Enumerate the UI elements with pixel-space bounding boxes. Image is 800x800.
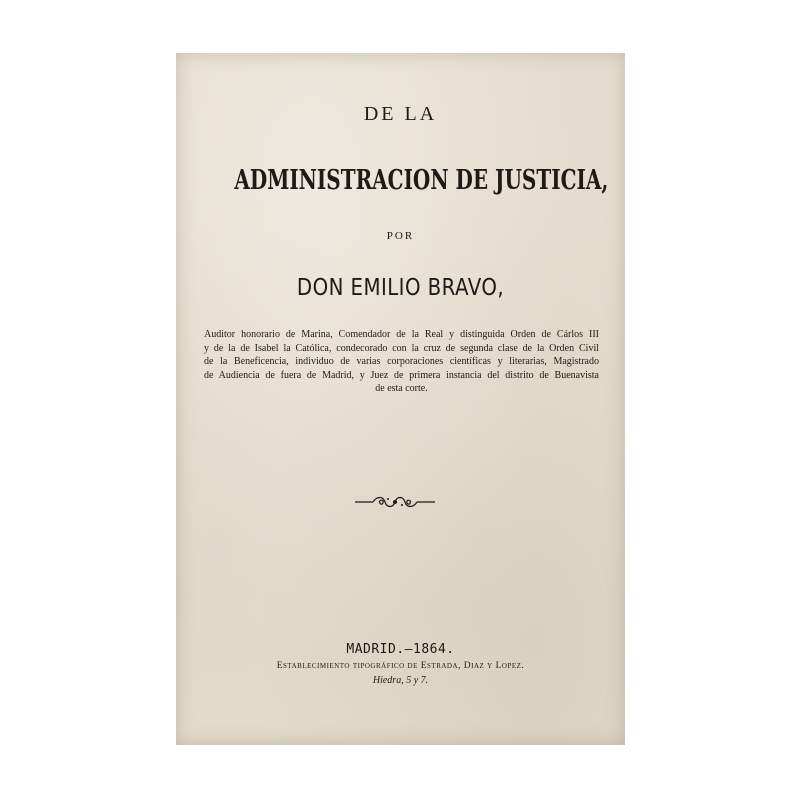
printer-name: Establecimiento tipográfico de Estrada, Diaz y Lopez. <box>276 661 525 671</box>
description-line: Auditor honorario de Marina, Comendador de la Real y distinguida Orden de Cárlos III <box>204 329 599 340</box>
imprint-place-date: MADRID.—1864. <box>346 642 455 657</box>
by-line: POR <box>386 230 415 242</box>
main-title: ADMINISTRACION DE JUSTICIA, <box>234 165 609 196</box>
printer-address: Hiedra, 5 y 7. <box>372 675 429 686</box>
scroll-ornament-icon <box>355 494 435 510</box>
author-description <box>204 328 599 396</box>
description-line: de Audiencia de fuera de Madrid, y Juez de primera instancia del distrito de Buenavista <box>204 369 599 381</box>
pre-title: DE LA <box>363 103 438 125</box>
description-line: y de la de Isabel la Católica, condecorado con la cruz de segunda clase de la Orden Civil <box>204 342 599 354</box>
author-name: DON EMILIO BRAVO, <box>296 275 505 301</box>
description-line: de esta corte. <box>375 383 428 395</box>
description-line: de la Beneficencia, individuo de varias corporaciones científicas y literarias, Magistrado <box>204 356 599 368</box>
title-page <box>176 53 625 745</box>
